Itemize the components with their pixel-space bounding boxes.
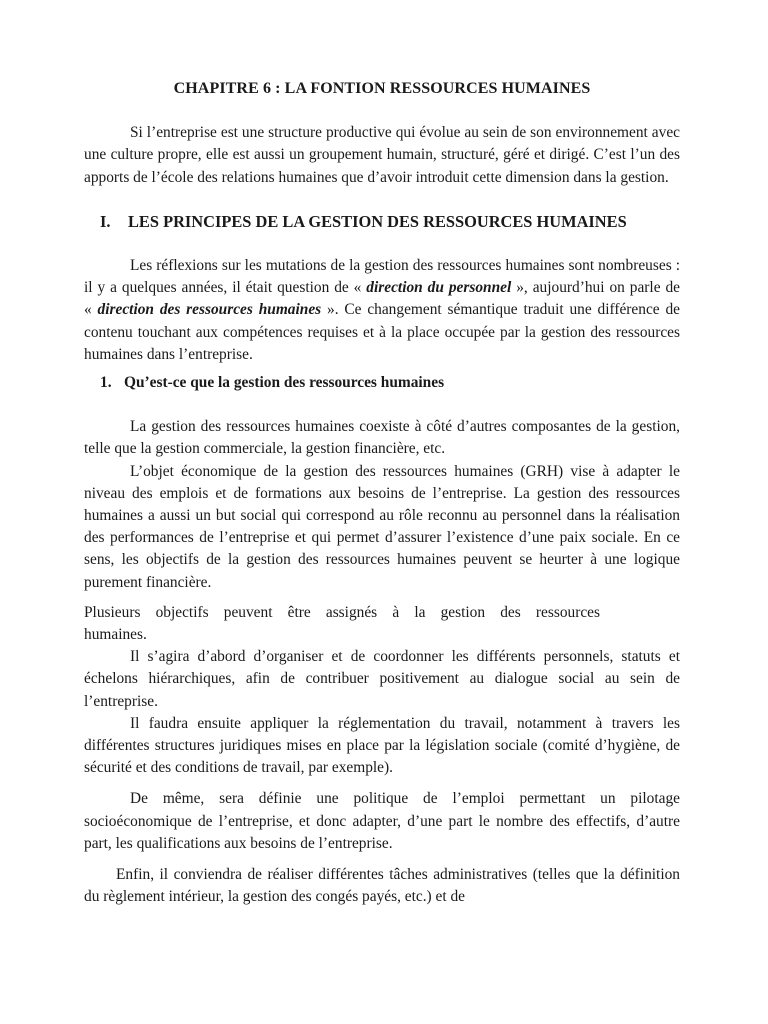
section-paragraph-text-2: », aujourd’hui on parle de « (84, 279, 681, 319)
chapter-title: CHAPITRE 6 : LA FONTION RESSOURCES HUMAINES (173, 80, 591, 97)
emphasis-direction-du-personnel: direction du personnel (366, 279, 512, 297)
document-page (84, 72, 680, 909)
subsection-title: Qu’est-ce que la gestion des ressources humaines (124, 374, 445, 392)
subsection-paragraph-3-line-1: Plusieurs objectifs peuvent être assignés à la gestion des ressources (84, 603, 600, 621)
subsection-paragraph-3 (84, 602, 680, 646)
section-number: I. (100, 211, 111, 231)
subsection-paragraph-7: Enfin, il conviendra de réaliser différentes tâches administratives (telles que la définition du règlement intérieur, la gestion des congés payés, etc.) et de (84, 866, 680, 906)
subsection-paragraph-1: La gestion des ressources humaines coexiste à côté d’autres composantes de la gestion, telle que la gestion commerciale, la gestion financière, etc. (84, 418, 680, 458)
subsection-paragraph-5: Il faudra ensuite appliquer la réglementation du travail, notamment à travers les différentes structures juridiques mises en place par la législation sociale (comité d’hygiène, de sécurité et des conditions de travail, par exemple). (84, 714, 680, 777)
subsection-heading (100, 372, 680, 394)
emphasis-direction-des-ressources-humaines: direction des ressources humaines (97, 301, 322, 319)
subsection-paragraph-3-line-2: humaines. (84, 626, 147, 644)
subsection-number: 1. (100, 374, 112, 392)
subsection-paragraph-4: Il s’agira d’abord d’organiser et de coordonner les différents personnels, statuts et échelons hiérarchiques, afin de contribuer positivement au dialogue social au sein de l’entreprise. (84, 648, 680, 710)
subsection-paragraph-6: De même, sera définie une politique de l’emploi permettant un pilotage socioéconomique de l’entreprise, et donc adapter, d’une part le nombre des effectifs, d’autre part, les qualifications aux besoins de l’entreprise. (84, 790, 680, 852)
section-paragraph-text-3: ». Ce changement sémantique traduit une différence de contenu touchant aux compétences requises et à la place occupée par la gestion des ressources humaines dans l’entreprise. (84, 301, 680, 363)
section-paragraph-text-1: Les réflexions sur les mutations de la gestion des ressources humaines sont nombreuses : il y a quelques années, il était question de « (84, 257, 680, 297)
section-paragraph (84, 255, 680, 366)
subsection-paragraph-2: L’objet économique de la gestion des ressources humaines (GRH) vise à adapter le niveau des emplois et de formations aux besoins de l’entreprise. La gestion des ressources humaines a aussi un but social qui correspond au rôle reconnu au personnel dans la réalisation des performances de l’entreprise et qui permet d’assurer l’existence d’une paix sociale. En ce sens, les objectifs de la gestion des ressources humaines peuvent se heurter à une logique purement financière. (84, 462, 680, 591)
section-heading (100, 211, 680, 233)
section-title: LES PRINCIPES DE LA GESTION DES RESSOURCES HUMAINES (128, 211, 627, 231)
intro-paragraph: Si l’entreprise est une structure productive qui évolue au sein de son environnement avec une culture propre, elle est aussi un groupement humain, structuré, géré et dirigé. C’est l’un des apports de l’école des relations humaines que d’avoir introduit cette dimension dans la gestion. (84, 124, 680, 186)
